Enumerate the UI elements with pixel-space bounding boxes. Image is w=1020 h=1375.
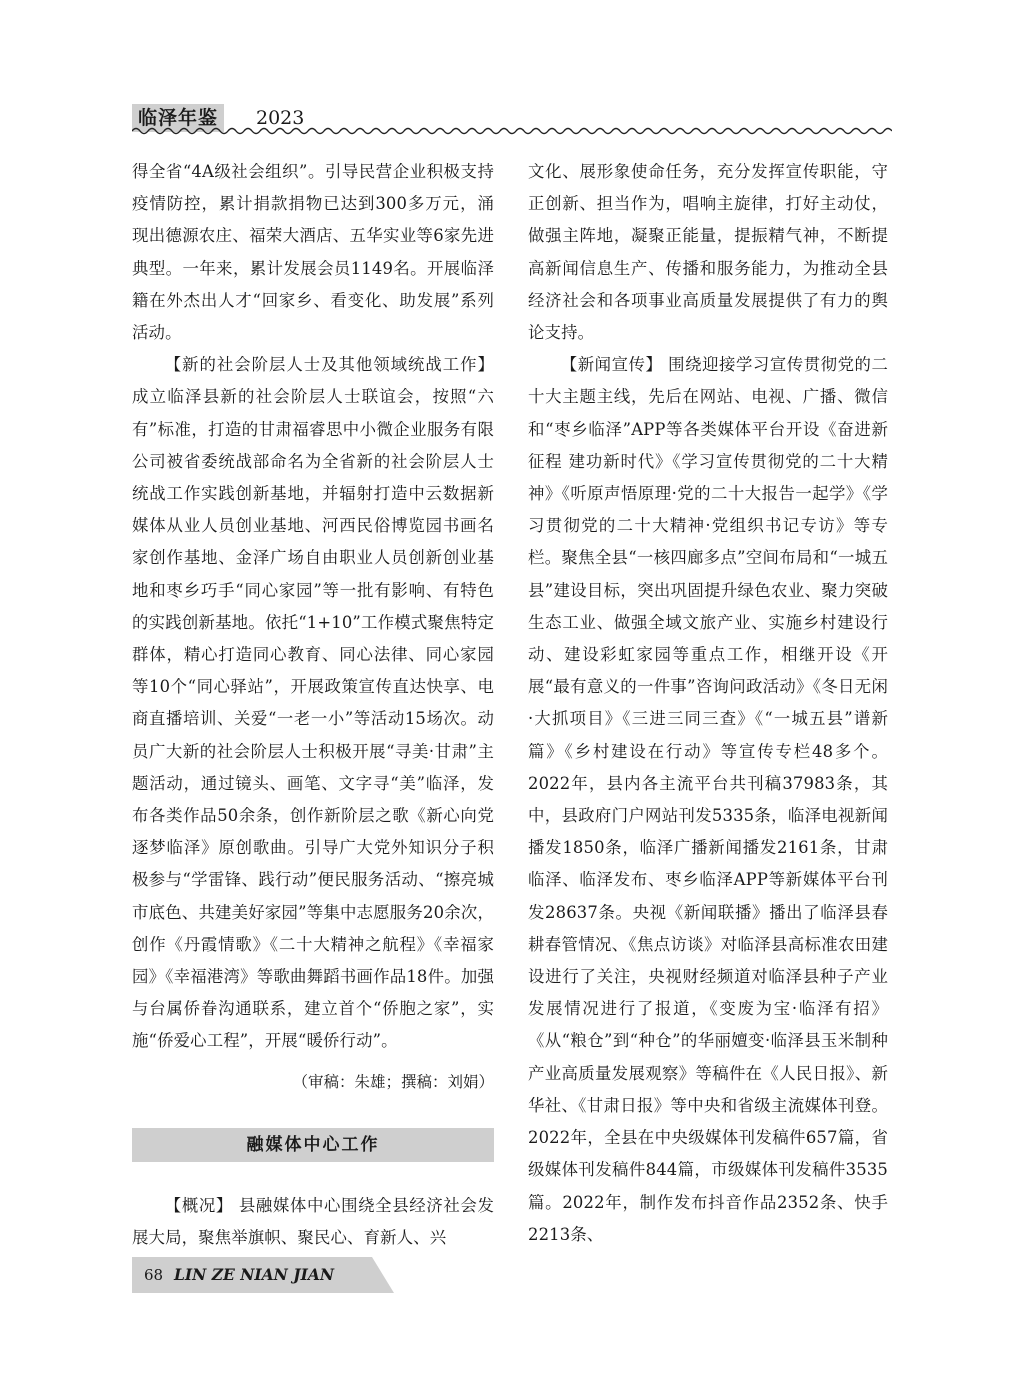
page-header (132, 104, 892, 134)
left-column (132, 156, 494, 1254)
right-column (528, 156, 888, 1251)
page-footer (132, 1257, 432, 1293)
yearbook-title: 临泽年鉴 (132, 104, 224, 132)
paragraph-intro: 得全省“4A级社会组织”。引导民营企业积极支持疫情防控，累计捐款捐物已达到300多万元，涌现出德源农庄、福荣大酒店、五华实业等6家先进典型。一年来，累计发展会员1149名。开展临泽籍在外杰出人才“回家乡、看变化、助发展”系列活动。 (132, 162, 494, 343)
yearbook-year: 2023 (256, 107, 305, 129)
paragraph-overview: 【概况】 县融媒体中心围绕全县经济社会发展大局，聚焦举旗帜、聚民心、育新人、兴 (132, 1195, 494, 1247)
page-number: 68 (144, 1266, 164, 1284)
running-title: LIN ZE NIAN JIAN (174, 1265, 335, 1284)
paragraph-new-social-class: 【新的社会阶层人士及其他领域统战工作】 成立临泽县新的社会阶层人士联谊会，按照“六有”标准，打造的甘肃福睿思中小微企业服务有限公司被省委统战部命名为全省新的社会阶层人士统战工作实践创新基地，并辐射打造中云数据新媒体从业人员创业基地、河西民俗博览园书画名家创作基地、金泽广场自由职业人员创新创业基地和枣乡巧手“同心家园”等一批有影响、有特色的实践创新基地。依托“1+10”工作模式聚焦特定群体，精心打造同心教育、同心法律、同心家园等10个“同心驿站”，开展政策宣传直达快享、电商直播培训、关爱“一老一小”等活动15场次。动员广大新的社会阶层人士积极开展“寻美·甘肃”主题活动，通过镜头、画笔、文字寻“美”临泽，发布各类作品50余条，创作新阶层之歌《新心向党逐梦临泽》原创歌曲。引导广大党外知识分子积极参与“学雷锋、践行动”便民服务活动、“擦亮城市底色、共建美好家园”等集中志愿服务20余次，创作《丹霞情歌》《二十大精神之航程》《幸福家园》《幸福港湾》等歌曲舞蹈书画作品18件。加强与台属侨眷沟通联系，建立首个“侨胞之家”，实施“侨爱心工程”，开展“暖侨行动”。 (132, 355, 494, 1051)
paragraph-news-publicity: 【新闻宣传】 围绕迎接学习宣传贯彻党的二十大主题主线，先后在网站、电视、广播、微信和“枣乡临泽”APP等各类媒体平台开设《奋进新征程 建功新时代》《学习宣传贯彻党的二十大精神》《听原声悟原理·党的二十大报告一起学》《学习贯彻党的二十大精神·党组织书记专访》等专栏。聚焦全县“一核四廊多点”空间布局和“一城五县”建设目标，突出巩固提升绿色农业、聚力突破生态工业、做强全域文旅产业、实施乡村建设行动、建设彩虹家园等重点工作，相继开设《开展“最有意义的一件事”咨询问政活动》《冬日无闲·大抓项目》《三进三同三查》《“一城五县”谱新篇》《乡村建设在行动》等宣传专栏48多个。2022年，县内各主流平台共刊稿37983条，其中，县政府门户网站刊发5335条，临泽电视新闻播发1850条，临泽广播新闻播发2161条，甘肃临泽、临泽发布、枣乡临泽APP等新媒体平台刊发28637条。央视《新闻联播》播出了临泽县春耕春管情况、《焦点访谈》对临泽县高标准农田建设进行了关注，央视财经频道对临泽县种子产业发展情况进行了报道，《变废为宝·临泽有招》《从“粮仓”到“种仓”的华丽嬗变·临泽县玉米制种产业高质量发展观察》等稿件在《人民日报》、新华社、《甘肃日报》等中央和省级主流媒体刊登。2022年，全县在中央级媒体刊发稿件657篇，省级媒体刊发稿件844篇，市级媒体刊发稿件3535篇。2022年，制作发布抖音作品2352条、快手2213条、 (528, 355, 888, 1244)
paragraph-continuation: 文化、展形象使命任务，充分发挥宣传职能，守正创新、担当作为，唱响主旋律，打好主动仗，做强主阵地，凝聚正能量，提振精气神，不断提高新闻信息生产、传播和服务能力，为推动全县经济社会和各项事业高质量发展提供了有力的舆论支持。 (528, 162, 888, 343)
wavy-rule (132, 126, 892, 136)
section-heading: 融媒体中心工作 (132, 1128, 494, 1162)
editor-credit: （审稿：朱雄；撰稿：刘娟） (292, 1072, 494, 1091)
